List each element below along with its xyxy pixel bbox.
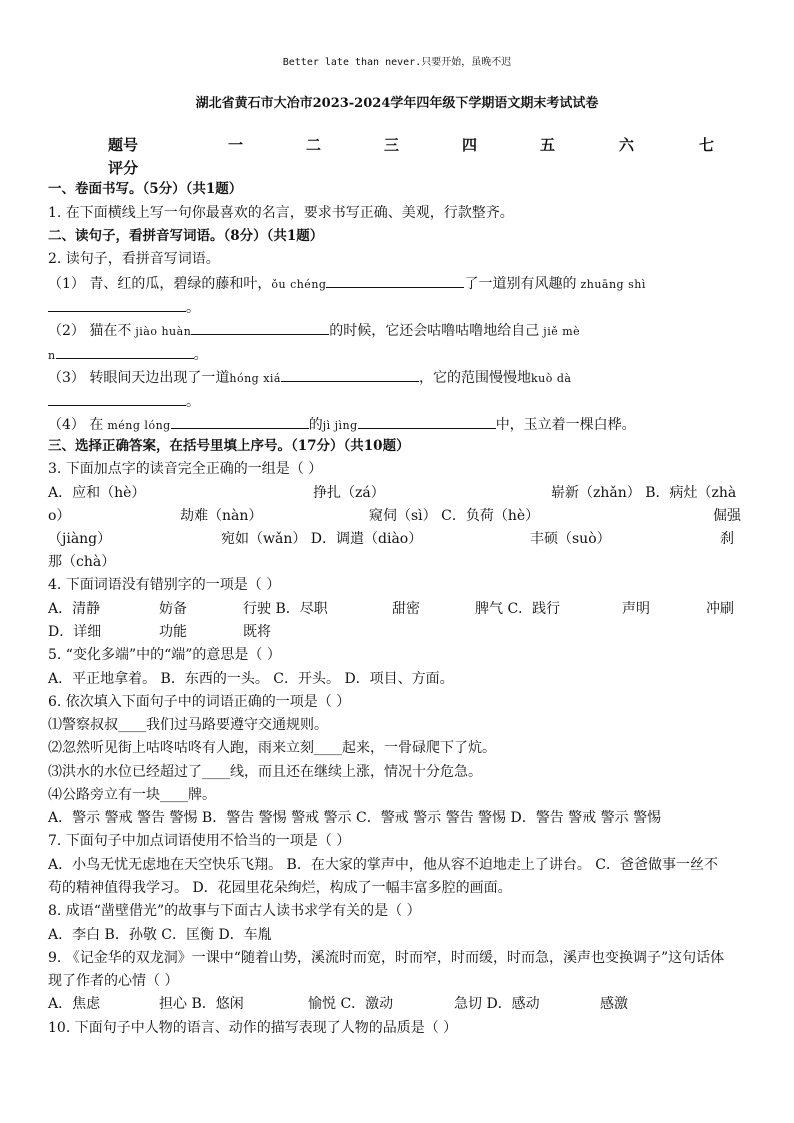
q9-option: 急切 D．感动 (454, 996, 540, 1012)
score-col-7: 七 (699, 136, 715, 154)
period: 。 (186, 300, 200, 316)
page-title: 湖北省黄石市大冶市2023-2024学年四年级下学期语文期末考试试卷 (195, 96, 599, 111)
q2-item-1 (48, 273, 646, 294)
q2-item-4 (48, 414, 636, 435)
q9-option: 愉悦 C．激动 (308, 996, 394, 1012)
question-1: 1. 在下面横线上写一句你最喜欢的名言，要求书写正确、美观，行款整齐。 (48, 205, 514, 221)
q3-option: 刹 (720, 531, 734, 547)
q4-option: 功能 (159, 624, 187, 640)
score-label-score: 评分 (108, 159, 139, 177)
pinyin-jiao-huan: jiào huàn (135, 325, 192, 338)
answer-blank[interactable] (281, 367, 419, 382)
q5-options: A．平正地拿着。 B．东西的一头。 C．开头。 D．项目、方面。 (48, 671, 454, 687)
question-2: 2. 读句子，看拼音写词语。 (48, 251, 220, 267)
q2-item-4-text-c: 中，玉立着一棵白桦。 (495, 417, 636, 433)
score-label-question: 题号 (108, 136, 139, 154)
score-col-5: 五 (540, 136, 556, 154)
q7-options-2: 苟的精神值得我学习。 D．花园里花朵绚烂，构成了一幅丰富多腔的画面。 (48, 880, 512, 896)
score-col-1: 一 (228, 136, 244, 154)
q2-item-4-text-b: 的 (308, 417, 323, 433)
q3-option: 挣扎（zá） (313, 485, 385, 501)
section-2-heading: 二、读句子，看拼音写词语。（8分）（共1题） (48, 228, 324, 244)
question-6: 6. 依次填入下面句子中的词语正确的一项是（ ） (48, 694, 351, 710)
q3-option: 那（chà） (48, 554, 116, 570)
question-4: 4. 下面词语没有错别字的一项是（ ） (48, 577, 281, 593)
q2-item-2-text-b: 的时候，它还会咕噜咕噜地给自己 (329, 323, 540, 339)
header-motto: Better late than never.只要开始，虽晚不迟 (282, 57, 512, 68)
score-col-3: 三 (384, 136, 400, 154)
pinyin-kuo-da: kuò dà (530, 372, 572, 385)
q3-option: 崭新（zhǎn） B．病灶（zhà (551, 485, 737, 501)
q3-option: （jiàng） (48, 531, 112, 547)
pinyin-jie-men: jiě mè (543, 325, 581, 338)
q9-option: A．焦虑 (48, 996, 101, 1012)
question-7: 7. 下面句子中加点词语使用不恰当的一项是（ ） (48, 833, 351, 849)
q2-item-1-cont (48, 297, 200, 317)
q6-options: A．警示 警戒 警告 警惕 B．警告 警惕 警戒 警示 C．警戒 警示 警告 警惕 D．警告 警戒 警示 警惕 (48, 810, 662, 826)
q6-sentence-1: ⑴警察叔叔____我们过马路要遵守交通规则。 (48, 717, 328, 733)
section-3-heading: 三、选择正确答案，在括号里填上序号。（17分）（共10题） (48, 438, 410, 454)
answer-blank[interactable] (191, 320, 329, 335)
question-10: 10. 下面句子中人物的语言、动作的描写表现了人物的品质是（ ） (48, 1020, 458, 1036)
q2-item-3-cont (48, 391, 200, 411)
q2-item-2 (48, 320, 580, 341)
section-1-heading: 一、卷面书写。（5分）（共1题） (48, 181, 243, 197)
q3-option: 劫难（nàn） (180, 508, 263, 524)
q2-item-1-text-b: 了一道别有风趣的 (464, 276, 577, 292)
period: 。 (193, 347, 208, 363)
q4-option: 既将 (243, 624, 271, 640)
q2-item-3-text-a: （3） 转眼间天边出现了一道 (48, 370, 230, 386)
q3-option: 窥伺（sì） C．负荷（hè） (369, 508, 540, 524)
q6-sentence-2: ⑵忽然听见街上咕咚咕咚有人跑，雨来立刻____起来，一骨碌爬下了炕。 (48, 740, 496, 756)
q4-option: A．清静 (48, 601, 101, 617)
q6-sentence-3: ⑶洪水的水位已经超过了____线，而且还在继续上涨，情况十分危急。 (48, 764, 482, 780)
q3-option: o） (48, 508, 71, 524)
score-col-6: 六 (619, 136, 635, 154)
score-col-2: 二 (306, 136, 322, 154)
q2-item-3 (48, 367, 571, 388)
q4-option: 冲刷 (706, 601, 734, 617)
answer-blank[interactable] (48, 297, 186, 312)
question-9: 9. 《记金华的双龙洞》一课中“随着山势，溪流时而宽，时而窄，时而缓，时而急，溪声也变换调子”这句话体 (48, 950, 725, 966)
pinyin-zhuang-shi: zhuāng shì (580, 278, 646, 291)
answer-blank[interactable] (56, 344, 194, 359)
q3-option: 丰硕（suò） (530, 531, 611, 547)
question-9-cont: 现了作者的心情（ ） (48, 973, 179, 989)
question-3: 3. 下面加点字的读音完全正确的一组是（ ） (48, 461, 323, 477)
q4-option: 妨备 (159, 601, 187, 617)
q2-item-3-text-b: ，它的范围慢慢地 (418, 370, 531, 386)
q2-item-1-text-a: （1） 青、红的瓜，碧绿的藤和叶， (48, 276, 272, 292)
pinyin-ou-cheng: ǒu chéng (271, 278, 327, 291)
q7-options-1: A．小鸟无忧无虑地在天空快乐飞翔。 B．在大家的掌声中，他从容不迫地走上了讲台。 C．爸爸做事一丝不 (48, 857, 719, 873)
answer-blank[interactable] (171, 414, 309, 429)
q4-option: 甜密 (392, 601, 420, 617)
q6-sentence-4: ⑷公路旁立有一块____牌。 (48, 787, 216, 803)
pinyin-hong-xia: hóng xiá (229, 372, 281, 385)
score-col-4: 四 (462, 136, 478, 154)
answer-blank[interactable] (48, 391, 186, 406)
pinyin-meng-long: méng lóng (107, 419, 171, 432)
pinyin-n: n (48, 349, 56, 362)
q8-options: A．李白 B．孙敬 C．匡衡 D．车胤 (48, 927, 272, 943)
q3-option: A．应和（hè） (48, 485, 146, 501)
answer-blank[interactable] (358, 414, 496, 429)
q4-option: 脾气 C．践行 (475, 601, 561, 617)
q4-option: 行驶 B．尽职 (243, 601, 328, 617)
q4-option: 声明 (622, 601, 650, 617)
pinyin-ji-jing: jì jìng (322, 419, 358, 432)
period: 。 (186, 394, 200, 410)
q3-option: 倔强 (713, 508, 741, 524)
q3-option: 宛如（wǎn） D．调遣（diào） (221, 531, 423, 547)
question-8: 8. 成语“凿壁借光”的故事与下面古人读书求学有关的是（ ） (48, 903, 421, 919)
q4-option: D．详细 (48, 624, 102, 640)
q2-item-4-text-a: （4） 在 (48, 417, 104, 433)
q2-item-2-cont (48, 344, 208, 365)
q9-option: 担心 B．悠闲 (159, 996, 244, 1012)
q9-option: 感激 (600, 996, 628, 1012)
q2-item-2-text-a: （2） 猫在不 (48, 323, 132, 339)
answer-blank[interactable] (326, 273, 464, 288)
question-5: 5. “变化多端”中的“端”的意思是（ ） (48, 647, 281, 663)
